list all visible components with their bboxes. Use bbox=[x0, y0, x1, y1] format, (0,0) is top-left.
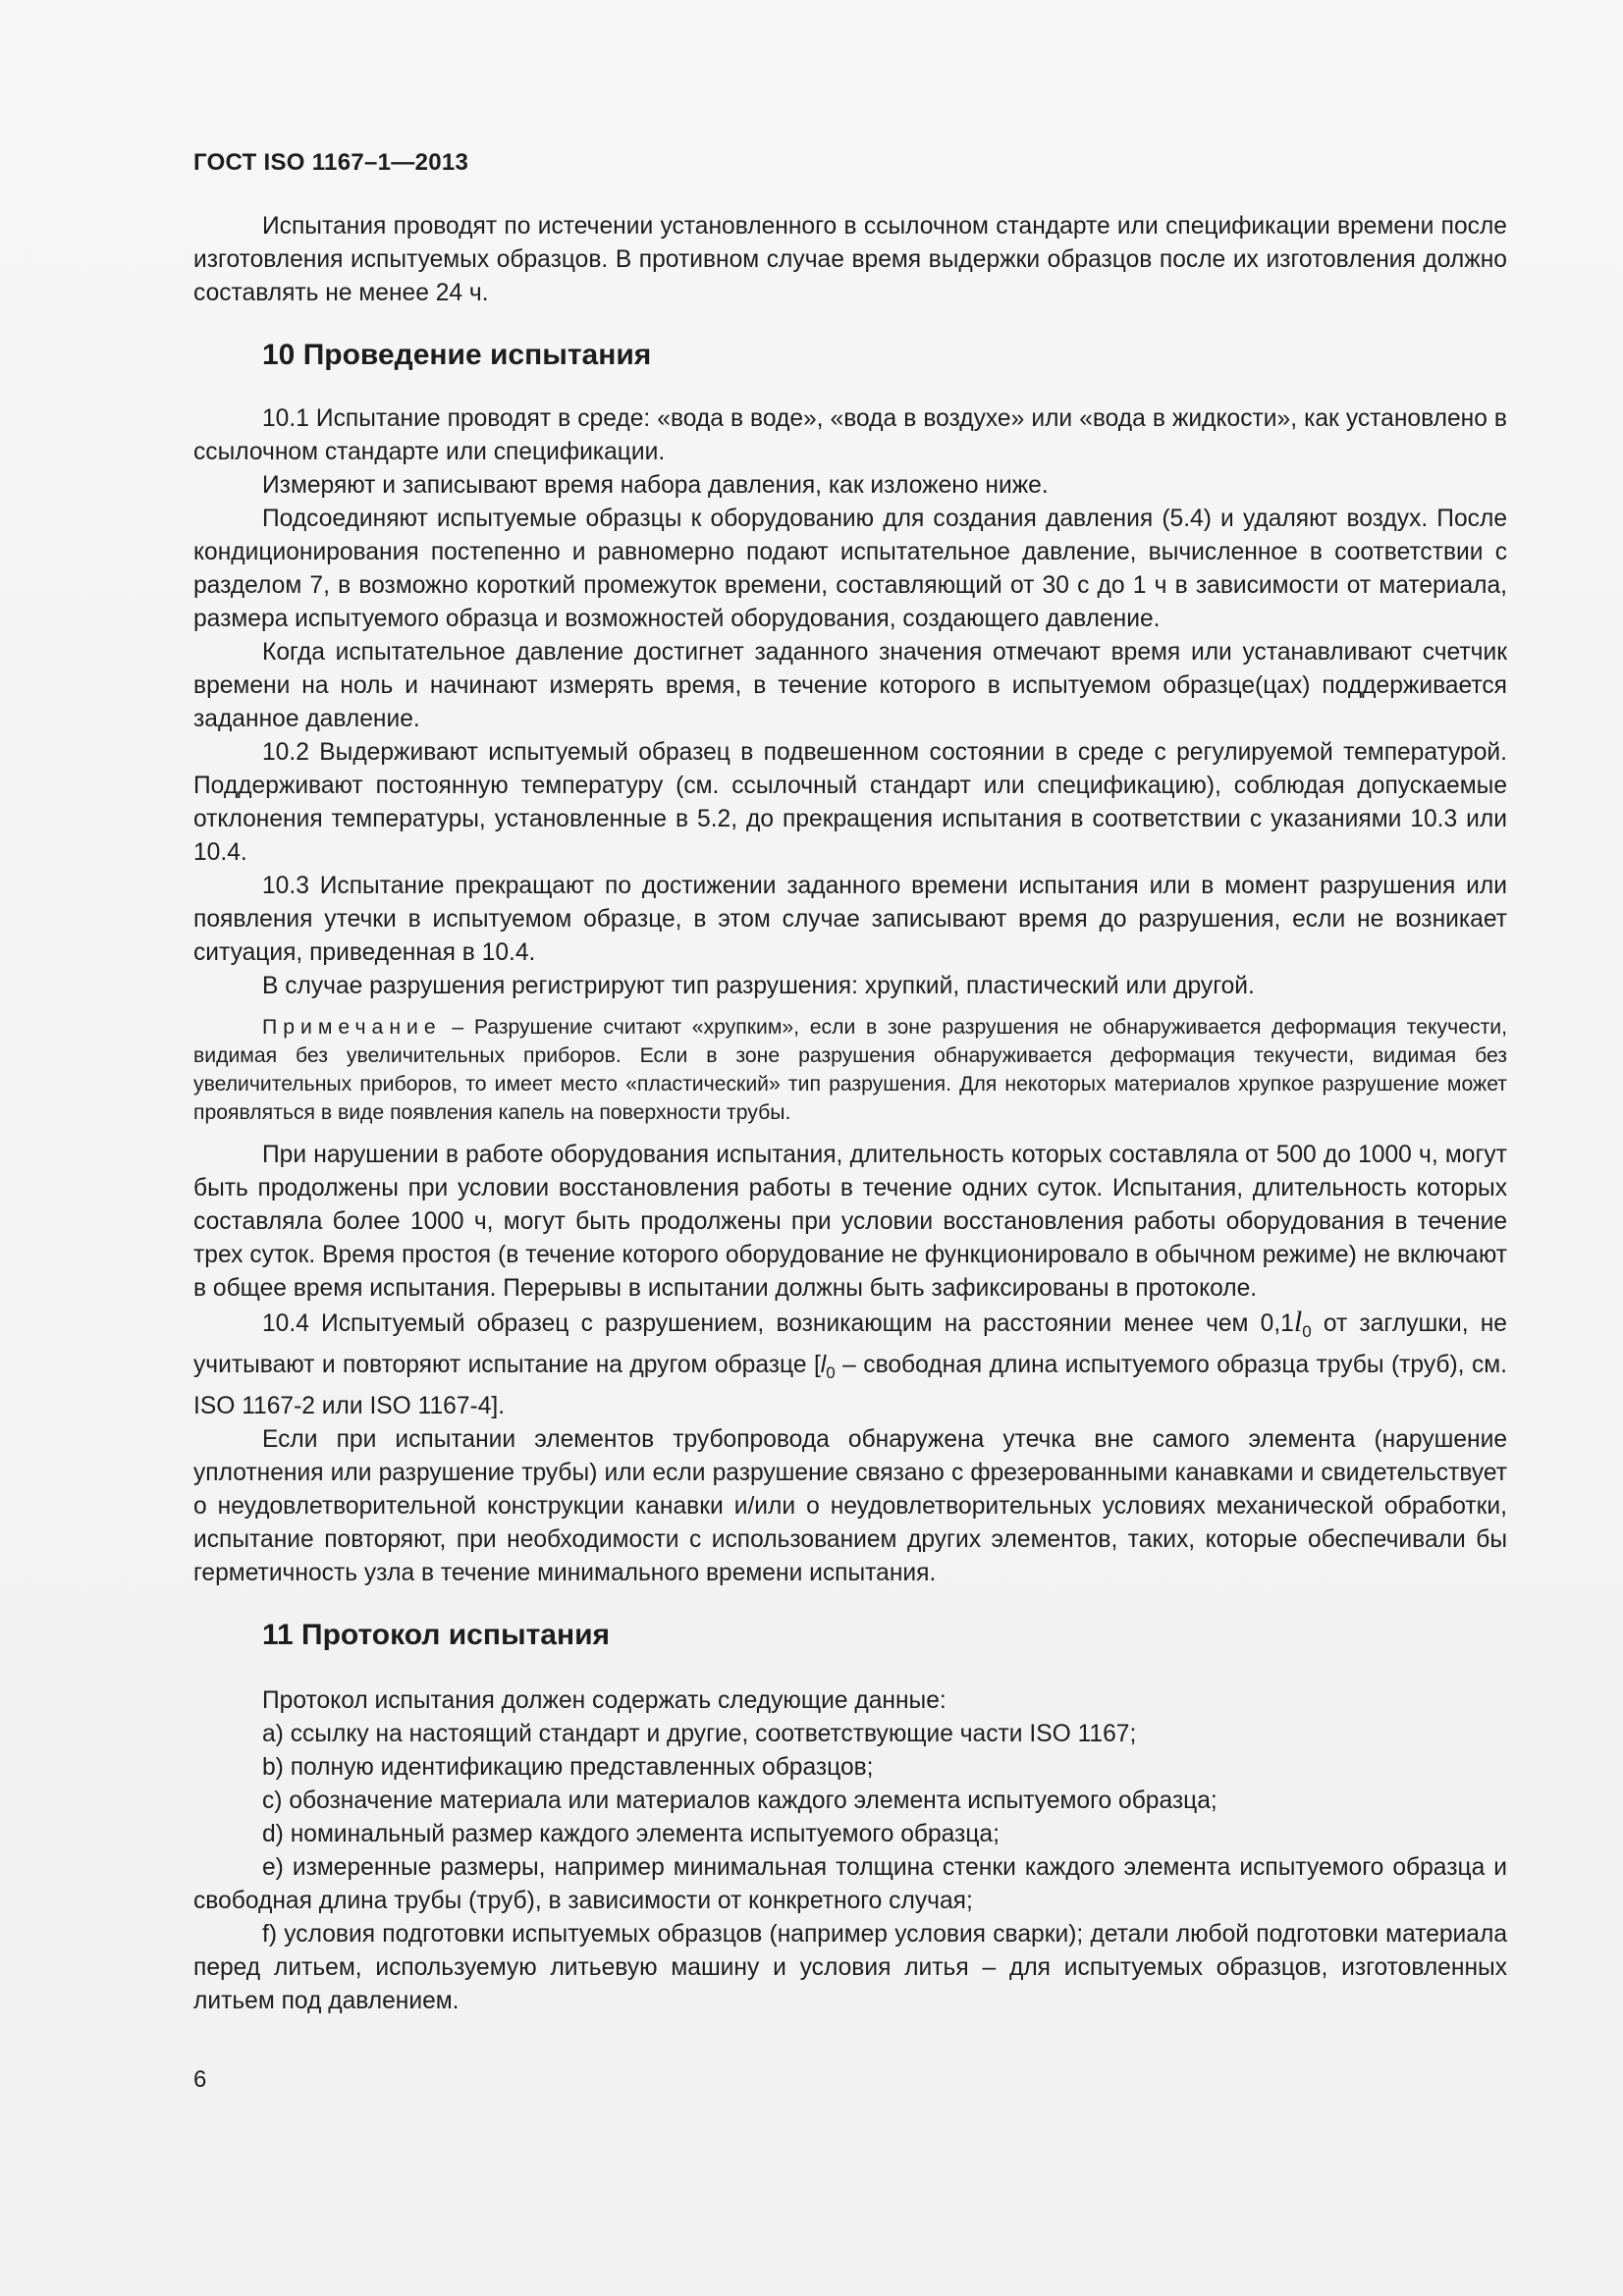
note-label: Примечание bbox=[262, 1016, 442, 1039]
section-10-heading: 10 Проведение испытания bbox=[262, 339, 652, 371]
intro-paragraph: Испытания проводят по истечении установленного в ссылочном стандарте или спецификации времени после изготовления испытуемых образцов. В противном случае время выдержки образцов после их изготовления должно составлять не менее 24 ч. bbox=[193, 213, 1507, 306]
list-item-a: a) ссылку на настоящий стандарт и другие, соответствующие части ISO 1167; bbox=[262, 1721, 1137, 1747]
paragraph-connect: Подсоединяют испытуемые образцы к оборудованию для создания давления (5.4) и удаляют воздух. После кондиционирования постепенно и равномерно подают испытательное давление, вычисленное в соответствии с разделом 7, в возможно короткий промежуток времени, составляющий от 30 с до 1 ч в зависимости от материала, размера испытуемого образца и возможностей оборудования, создающего давление. bbox=[193, 506, 1507, 632]
paragraph-10-4 bbox=[193, 1306, 1507, 1423]
paragraph-timer: Когда испытательное давление достигнет заданного значения отмечают время или устанавливают счетчик времени на ноль и начинают измерять время, в течение которого в испытуемом образце(цах) поддерживается заданное давление. bbox=[193, 639, 1507, 732]
section-11-heading: 11 Протокол испытания bbox=[262, 1619, 611, 1651]
document-body bbox=[193, 210, 1507, 2018]
p-10-4-part2: от заглушки, не учитывают и повторяют испытание на другом образце [ bbox=[193, 1310, 1507, 1378]
paragraph-pressure-time: Измеряют и записывают время набора давления, как изложено ниже. bbox=[262, 472, 1049, 499]
paragraph-10-2: 10.2 Выдерживают испытуемый образец в подвешенном состоянии в среде с регулируемой температурой. Поддерживают постоянную температуру (см. ссылочный стандарт или спецификацию), соблюдая допускаемые отклонения температуры, установленные в 5.2, до прекращения испытания в соответствии с указаниями 10.3 или 10.4. bbox=[193, 739, 1507, 866]
note-text: – Разрушение считают «хрупким», если в зоне разрушения не обнаруживается деформация текучести, видимая без увеличительных приборов. Если в зоне разрушения обнаруживается деформация текучести, видимая без увеличительных приборов, то имеет место «пластический» тип разрушения. Для некоторых материалов хрупкое разрушение может проявляться в виде появления капель на поверхности трубы. bbox=[193, 1016, 1507, 1124]
document-header: ГОСТ ISO 1167–1—2013 bbox=[193, 149, 469, 176]
page-number: 6 bbox=[193, 2066, 207, 2093]
list-item-e: e) измеренные размеры, например минимальная толщина стенки каждого элемента испытуемого образца и свободная длина трубы (труб), в зависимости от конкретного случая; bbox=[193, 1854, 1507, 1914]
paragraph-10-1: 10.1 Испытание проводят в среде: «вода в воде», «вода в воздухе» или «вода в жидкости», как установлено в ссылочном стандарте или спецификации. bbox=[193, 405, 1507, 465]
list-item-f: f) условия подготовки испытуемых образцов (например условия сварки); детали любой подготовки материала перед литьем, используемую литьевую машину и условия литья – для испытуемых образцов, изготовленных литьем под давлением. bbox=[193, 1921, 1507, 2014]
symbol-l0-2: l bbox=[820, 1352, 827, 1378]
paragraph-protocol-intro: Протокол испытания должен содержать следующие данные: bbox=[262, 1687, 947, 1714]
p-10-4-part1: 10.4 Испытуемый образец с разрушением, возникающим на расстоянии менее чем 0,1 bbox=[262, 1310, 1294, 1337]
symbol-l0-sub: 0 bbox=[1302, 1322, 1312, 1341]
list-item-c: c) обозначение материала или материалов каждого элемента испытуемого образца; bbox=[262, 1788, 1217, 1814]
list-item-b: b) полную идентификацию представленных образцов; bbox=[262, 1754, 874, 1781]
p-10-4-part3: – свободная длина испытуемого образца трубы (труб), см. ISO 1167-2 или ISO 1167-4]. bbox=[193, 1352, 1507, 1419]
paragraph-fittings-leak: Если при испытании элементов трубопровода обнаружена утечка вне самого элемента (нарушение уплотнения или разрушение трубы) или если разрушение связано с фрезерованными канавками и свидетельствует о неудовлетворительной конструкции канавки и/или о неудовлетворительных условиях механической обработки, испытание повторяют, при необходимости с использованием других элементов, таких, которые обеспечивали бы герметичность узла в течение минимального времени испытания. bbox=[193, 1426, 1507, 1586]
symbol-l0-2-sub: 0 bbox=[826, 1363, 836, 1382]
paragraph-equipment-failure: При нарушении в работе оборудования испытания, длительность которых составляла от 500 до 1000 ч, могут быть продолжены при условии восстановления работы в течение одних суток. Испытания, длительность которых составляла более 1000 ч, могут быть продолжены при условии восстановления работы оборудования в течение трех суток. Время простоя (в течение которого оборудование не функционировало в обычном режиме) не включают в общее время испытания. Перерывы в испытании должны быть зафиксированы в протоколе. bbox=[193, 1142, 1507, 1302]
paragraph-10-3: 10.3 Испытание прекращают по достижении заданного времени испытания или в момент разрушения или появления утечки в испытуемом образце, в этом случае записывают время до разрушения, если не возникает ситуация, приведенная в 10.4. bbox=[193, 873, 1507, 966]
note-block bbox=[193, 1013, 1507, 1127]
symbol-l0: l bbox=[1293, 1306, 1303, 1338]
list-item-d: d) номинальный размер каждого элемента испытуемого образца; bbox=[262, 1821, 1000, 1847]
paragraph-failure-type: В случае разрушения регистрируют тип разрушения: хрупкий, пластический или другой. bbox=[262, 973, 1255, 999]
